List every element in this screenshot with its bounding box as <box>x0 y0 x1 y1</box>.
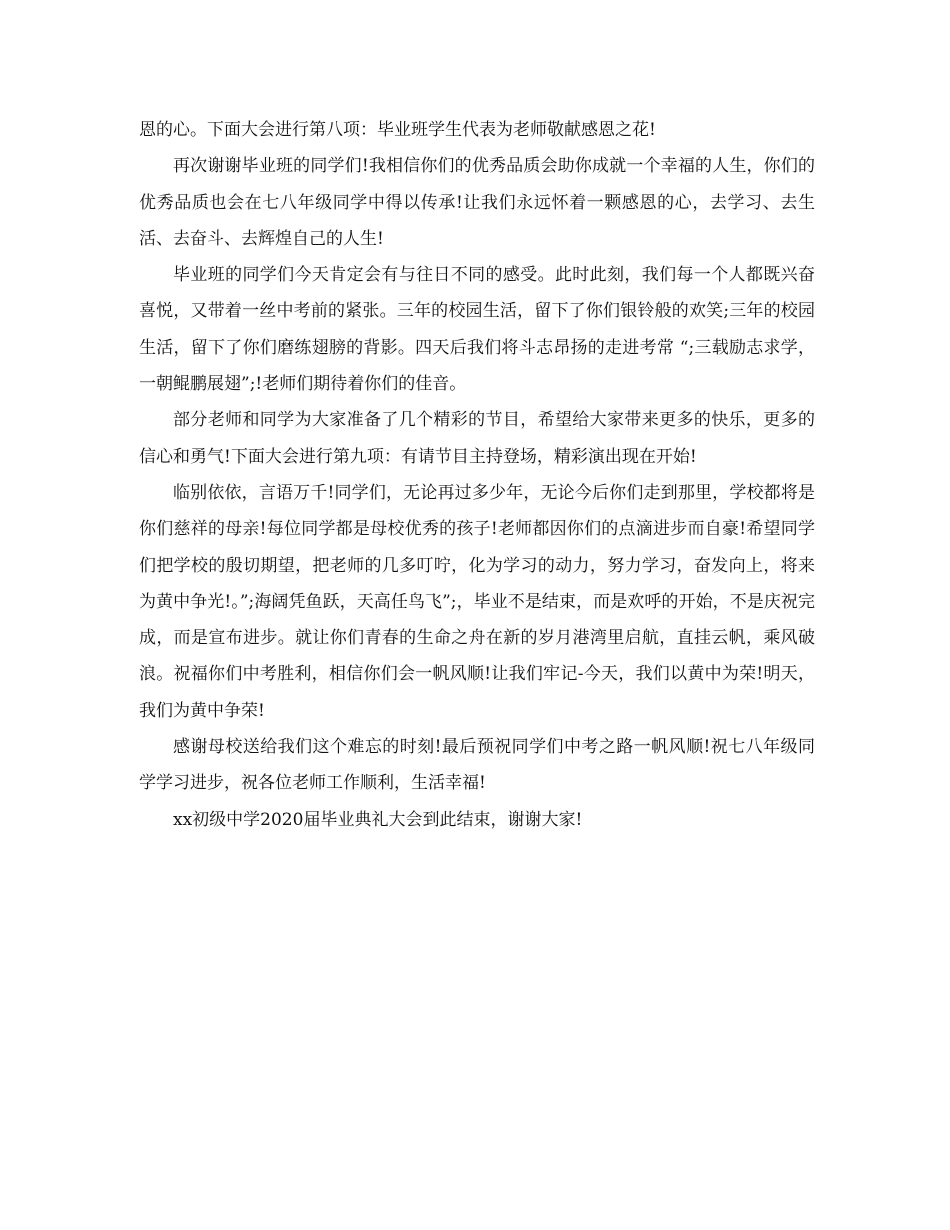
paragraph-farewell: 临别依依，言语万千!同学们，无论再过多少年，无论今后你们走到那里，学校都将是你们慈祥的母亲!每位同学都是母校优秀的孩子!老师都因你们的点滴进步而自豪!希望同学们把学校的殷切期望，把老师的几多叮咛，化为学习的动力，努力学习，奋发向上，将来为黄中争光!。”;海阔凭鱼跃，天高任鸟飞”;，毕业不是结束，而是欢呼的开始，不是庆祝完成，而是宣布进步。就让你们青春的生命之舟在新的岁月港湾里启航，直挂云帆，乘风破浪。祝福你们中考胜利，相信你们会一帆风顺!让我们牢记-今天，我们以黄中为荣!明天，我们为黄中争荣! <box>139 482 815 721</box>
paragraph-performances: 部分老师和同学为大家准备了几个精彩的节目，希望给大家带来更多的快乐，更多的信心和勇气!下面大会进行第九项：有请节目主持登场，精彩演出现在开始! <box>139 410 815 467</box>
paragraph-feelings: 毕业班的同学们今天肯定会有与往日不同的感受。此时此刻，我们每一个人都既兴奋喜悦，又带着一丝中考前的紧张。三年的校园生活，留下了你们银铃般的欢笑;三年的校园生活，留下了你们磨练翅膀的背影。四天后我们将斗志昂扬的走进考常 “;三载励志求学，一朝鲲鹏展翅”;!老师们期待着你们的佳音。 <box>139 265 815 395</box>
document-page <box>139 112 815 838</box>
paragraph-gratitude: 感谢母校送给我们这个难忘的时刻!最后预祝同学们中考之路一帆风顺!祝七八年级同学学习进步，祝各位老师工作顺利，生活幸福! <box>139 737 815 794</box>
paragraph-thanks-graduates: 再次谢谢毕业班的同学们!我相信你们的优秀品质会助你成就一个幸福的人生，你们的优秀品质也会在七八年级同学中得以传承!让我们永远怀着一颗感恩的心，去学习、去生活、去奋斗、去辉煌自己的人生! <box>139 156 815 249</box>
paragraph-closing: xx初级中学2020届毕业典礼大会到此结束，谢谢大家! <box>173 809 583 830</box>
paragraph-continuation: 恩的心。下面大会进行第八项：毕业班学生代表为老师敬献感恩之花! <box>139 120 656 140</box>
